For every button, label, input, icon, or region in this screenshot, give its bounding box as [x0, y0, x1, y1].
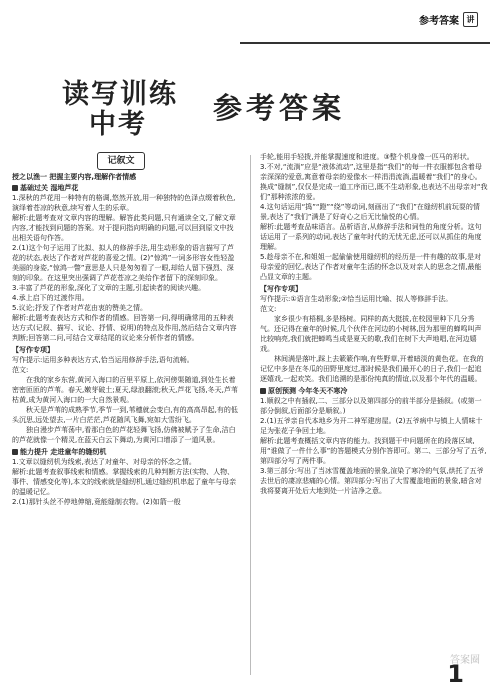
writing-heading: 【写作专项】	[12, 346, 54, 354]
right-column	[260, 152, 488, 496]
c4: 3.第三部分:写出了当冰雪覆盖地面的景象,渲染了寒冷的气氛,烘托了五爷去世后的凄凉悲痛的心情。第四部分:写出了大雪覆盖地面的景象,暗含对我将要离开处后大地到处一片洁净之意。	[260, 467, 484, 495]
sample-label: 范文:	[12, 366, 29, 374]
r-p1: 手轮,能用手轻拨,并能掌握速度和进度。③整个机身像一匹马的形状。	[260, 153, 474, 161]
answer-p5: 4.承上启下的过渡作用。	[12, 294, 89, 302]
r-writing-tip: 写作提示:①语言生动形象;②恰当运用比喻、拟人等修辞手法。	[260, 295, 453, 303]
running-header	[419, 12, 478, 27]
c1: 1.顺叙之中有插叙,二、三部分以及第四部分的前半部分是插叙。(或第一部分倒叙,后面部分是顺叙。)	[260, 397, 482, 415]
section1-heading: 授之以渔一 把握主要内容,理解作者情感	[12, 173, 137, 181]
q2: 解析:此题考查叙事线索和情感。掌握线索的几种判断方法(实物、人物、事件、情感变化等),本文的线索就是缝纫机,通过缝纫机串起了童年与母亲的温暖记忆。	[12, 468, 237, 496]
basic-heading: 基础过关 湿地芦花	[12, 183, 240, 193]
c2: 2.(1)五爷亲自代本地乡为开二神军建房屋。(2)五爷病中与镇上人情味十足为张花子争回土地。	[260, 417, 483, 435]
answer-p3: 2.(1)这个句子运用了比拟、拟人的修辞手法,用生动形象的语言描写了芦花的状态,表达了作者对芦花的喜爱之情。(2)“惊鸿”一词多形容女性轻盈美丽的身姿,“惊鸿一瞥”意思是人只是匆匆看了一眼,却给人留下强烈、深刻的印象。在这里突出强调了芦花苍凉之美给作者留下的深刻印象。	[12, 244, 235, 282]
book-title-line2: 中考	[89, 109, 147, 140]
writing-tip: 写作提示:运用多种表达方式,恰当运用修辞手法,语句流畅。	[12, 356, 194, 364]
book-title-line1: 读写训练	[62, 79, 178, 110]
left-column	[12, 172, 240, 507]
r-p5: 5.趁母亲不在,和姐姐一起偷偷使用缝纫机的经历是一件有趣的故事,是对母亲爱的回忆,表达了作者对童年生活的怀念以及对亲人的思念之情,最能凸显文章的主题。	[260, 253, 482, 281]
section-tag: 记叙文	[97, 152, 145, 170]
brand-logo-icon: 讲	[463, 12, 478, 27]
answer-p4: 3.丰富了芦花的形象,深化了文章的主题,引起读者的阅读兴趣。	[12, 284, 206, 292]
header-rule	[240, 42, 490, 44]
answers-title: 参考答案	[213, 91, 346, 125]
r-p2: 3.不对,“流淌”应是“液体流动”,这里是指“我们”的每一件衣服都包含着母亲深深的爱意,寓意着母亲的爱像水一样涓涓流淌,温暖着“我们”的身心。换成“缝制”,仅仅是完成一道工序而已,既不生动形象,也表达不出母亲对“我们”那种浓浓的爱。	[260, 163, 488, 201]
section3-heading: 原创预测 今年冬天不寒冷	[260, 386, 488, 396]
answer-p7: 解析:此题考查表达方式和作者的情感。回答第一问,得明确常用的五种表达方式(记叙、描写、议论、抒情、说明)的特点及作用,然后结合文章内容判断;回答第二问,可结合文章结尾的议论来分析作者的情感。	[12, 314, 237, 342]
sample-p2: 秋天是芦苇的成熟季节,季节一到,苇穗就会变白,有的高高昂起,有的低头沉思,远处望去,一片白茫茫,芦花随风飞舞,宛如大雪纷飞。	[12, 406, 238, 424]
column-divider	[250, 155, 251, 675]
header-title: 参考答案	[419, 16, 459, 27]
watermark: 答案圈	[450, 655, 480, 666]
r-sample-label: 范文:	[260, 305, 277, 313]
answer-p2: 解析:此题考查对文章内容的理解。解答此类问题,只有通读全文,了解文章内容,才能找到问题的答案。对于提问指向明确的问题,可以回到原文中找出相关语句作答。	[12, 214, 236, 242]
page-number: 1	[447, 660, 464, 688]
r-p4: 解析:此题考查品味语言。品析语言,从修辞手法和词性的角度分析。这句话运用了一系列的动词,表达了童年时代的无忧无虑,还可以从抓住的角度理解。	[260, 223, 482, 251]
answer-p6: 5.议论;抒发了作者对芦花由衷的赞美之情。	[12, 304, 148, 312]
q1: 1.文章以缝纫机为线索,表达了对童年、对母亲的怀念之情。	[12, 458, 196, 466]
r-sample-p1: 家乡很少有梧桐,多是杨树。同样的高大挺拔,在校园里种下几分秀气。还记得在童年的时候,几个伙伴在河边的小树林,因为那里的蝉鸣叫声比较响亮,我们就把蝉鸣当成是夏天的歌,我们在树下大声地唱,在河边嬉戏。	[260, 315, 482, 353]
section2-heading: 能力提升 走进童年的缝纫机	[12, 447, 240, 457]
sample-p3: 独自漫步芦苇荡中,看那白色的芦花轻舞飞扬,仿佛被赋予了生命,洁白的芦花就像一个精灵,在蓝天白云下舞动,为黄河口增添了一道风景。	[12, 426, 236, 444]
c3: 解析:此题考查概括文章内容的能力。找到题干中问题所在的段落区域,用“谁做了一件什么事”的答题模式分别作答即可。第二、三部分写了五爷,第四部分写了两件事。	[260, 437, 487, 465]
bullet-icon	[12, 449, 18, 455]
r-p3: 4.这句话运用“捣”“蹬”“绕”等动词,刻画出了“我们”在缝纫机前玩耍的情景,表达了“我们”满是了好奇心之后无比愉悦的心情。	[260, 203, 480, 221]
bullet-icon	[12, 185, 18, 191]
sample-p1: 在我的家乡东营,黄河入海口的百里平原上,依河傍渠随道,到处生长着密密匝匝的芦苇。春天,嫩芽破土;夏天,绿浪翻滚;秋天,芦花飞扬,冬天,芦苇枯黄,成为黄河入海口的一大自然景观。	[12, 376, 238, 404]
q3: 2.(1)那针头丝不停地伸缩,竟能缝制衣物。(2)如箭一般	[12, 498, 181, 506]
bullet-icon	[260, 388, 266, 394]
r-sample-p2: 林间满是落叶,踩上去簌簌作响,有些野草,开着暗淡的黄色花。在我的记忆中多是在冬瓜的田野里度过,那时候是我们最开心的日子,我们一起追逐嬉戏,一起欢笑。我们追溯的是那份纯真的情谊,以及那个年代的温暖。	[260, 355, 484, 383]
answer-p1: 1.深秋的芦花用一种特有的格调,悠然开放,用一种独特的色泽点缀着秋色,演绎着苍凉的秋意,续写着人生的乐章。	[12, 194, 236, 212]
r-writing-heading: 【写作专项】	[260, 285, 302, 293]
